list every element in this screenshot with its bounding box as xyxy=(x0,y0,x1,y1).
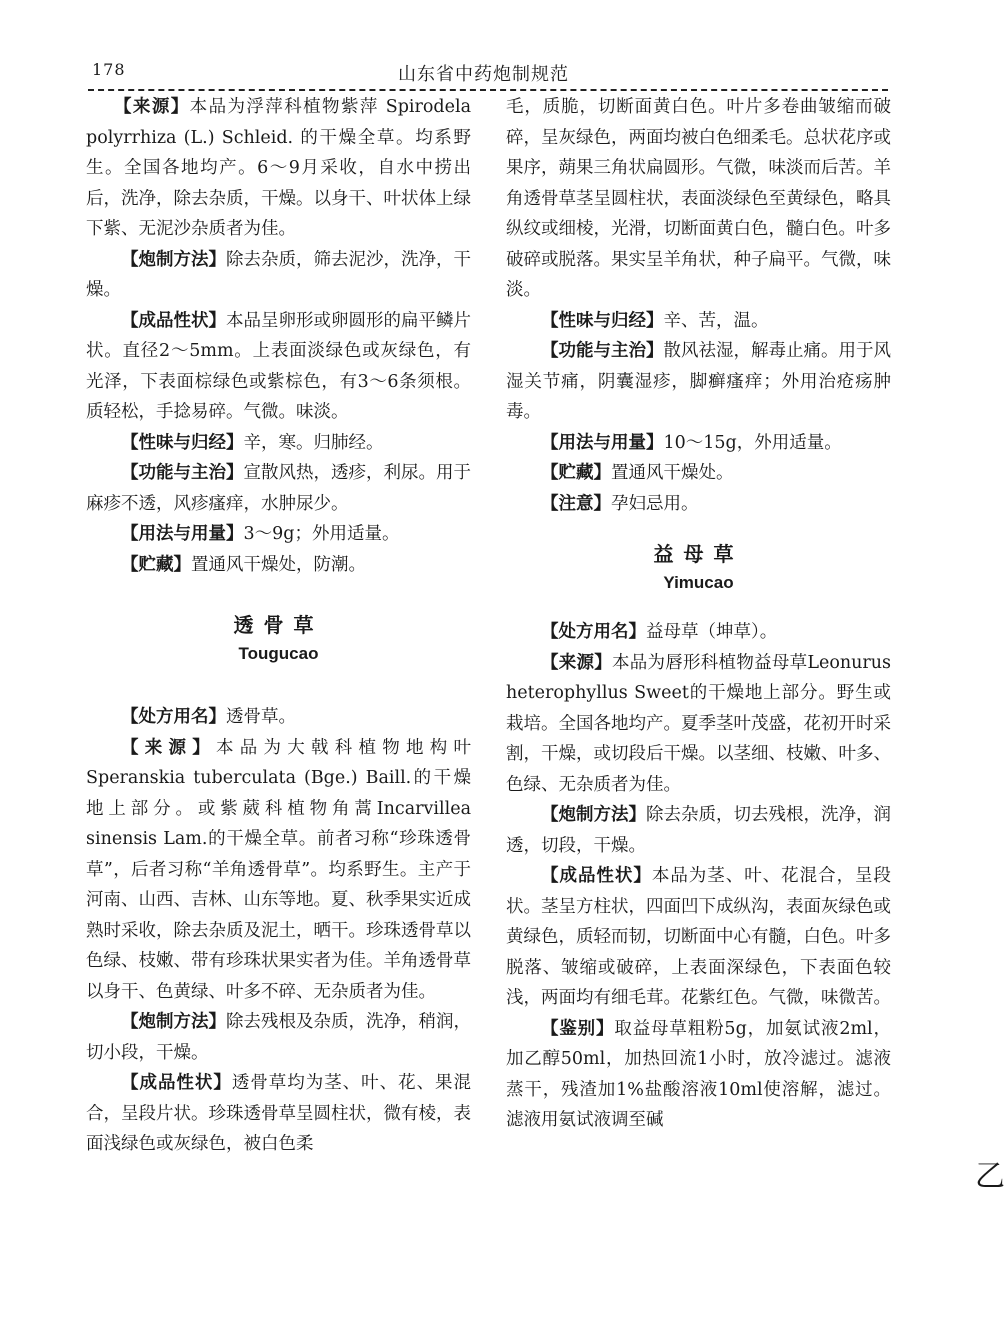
paragraph-prescription-name xyxy=(506,617,891,648)
paragraph-function xyxy=(506,336,891,428)
paragraph-storage xyxy=(86,550,471,581)
field-text: 辛，寒。归肺经。 xyxy=(243,432,384,453)
paragraph-continued: 毛，质脆，切断面黄白色。叶片多卷曲皱缩而破碎，呈灰绿色，两面均被白色细柔毛。总状花序或果序，蒴果三角状扁圆形。气微，味淡而后苦。羊角透骨草茎呈圆柱状，表面淡绿色至黄绿色，略具纵纹或细棱，光滑，切断面黄白色，髓白色。叶多破碎或脱落。果实呈羊角状，种子扁平。气微，味淡。 xyxy=(506,97,891,300)
paragraph-source xyxy=(86,92,471,245)
margin-mark: 乙 xyxy=(975,1159,1005,1194)
paragraph-caution xyxy=(506,489,891,520)
paragraph-function xyxy=(86,458,471,519)
field-text: 本品为茎、叶、花混合，呈段状。茎呈方柱状，四面凹下成纵沟，表面灰绿色或黄绿色，质轻而韧，切断面中心有髓，白色。叶多脱落、皱缩或破碎，上表面深绿色，下表面色较浅，两面均有细毛茸。花紫红色。气微，味微苦。 xyxy=(506,866,892,1008)
field-text: 10～15g，外用适量。 xyxy=(663,432,842,453)
paragraph-characteristics xyxy=(86,1068,471,1160)
paragraph-dosage xyxy=(86,519,471,550)
paragraph-nature-meridian xyxy=(86,428,471,459)
monograph-heading xyxy=(86,610,471,668)
field-label: 【炮制方法】 xyxy=(541,805,646,825)
field-label: 【来源】 xyxy=(114,97,190,117)
field-label: 【贮藏】 xyxy=(121,554,191,575)
field-text: 3～9g；外用适量。 xyxy=(243,524,400,544)
field-label: 【处方用名】 xyxy=(541,622,646,642)
field-text: 置通风干燥处。 xyxy=(611,463,734,483)
monograph-pinyin: Yimucao xyxy=(663,573,734,592)
field-label: 【鉴别】 xyxy=(541,1018,615,1039)
field-text: 散风祛湿，解毒止痛。用于风湿关节痛，阴囊湿疹，脚癣瘙痒；外用治疮疡肿毒。 xyxy=(506,341,891,422)
field-text: 本品为大戟科植物地构叶Speranskia tuberculata (Bge.) Baill.的干燥地上部分。或紫葳科植物角蒿Incarvillea sinensis Lam.的干燥全草。前者习称“珍珠透骨草”，后者习称“羊角透骨草”。均系野生。主产于河南、山西、吉林、山东等地。夏、秋季果实近成熟时采收，除去杂质及泥土，晒干。珍珠透骨草以色绿、枝嫩、带有珍珠状果实者为佳。羊角透骨草以身干、色黄绿、叶多不碎、无杂质者为佳。 xyxy=(86,737,471,1002)
paragraph-characteristics xyxy=(86,306,471,428)
field-label: 【炮制方法】 xyxy=(121,249,226,270)
page-number: 178 xyxy=(92,60,126,79)
paragraph-identification xyxy=(506,1014,891,1136)
field-text: 取益母草粗粉5g，加氨试液2ml，加乙醇50ml，加热回流1小时，放冷滤过。滤液蒸干，残渣加1%盐酸溶液10ml使溶解，滤过。滤液用氨试液调至碱 xyxy=(506,1018,891,1130)
paragraph-storage xyxy=(506,458,891,489)
monograph-title: 益母草 xyxy=(653,542,744,566)
paragraph-prescription-name xyxy=(86,702,471,733)
paragraph-processing xyxy=(506,800,891,861)
field-label: 【性味与归经】 xyxy=(121,432,244,453)
paragraph-dosage xyxy=(506,428,891,459)
field-label: 【性味与归经】 xyxy=(541,310,664,331)
field-label: 【功能与主治】 xyxy=(121,463,244,483)
field-label: 【成品性状】 xyxy=(121,310,226,331)
field-text: 置通风干燥处，防潮。 xyxy=(191,554,366,575)
running-title: 山东省中药炮制规范 xyxy=(398,64,569,85)
field-text: 除去残根及杂质，洗净，稍润，切小段，干燥。 xyxy=(86,1012,471,1063)
field-text: 辛、苦，温。 xyxy=(663,310,769,331)
field-text: 孕妇忌用。 xyxy=(611,493,699,514)
field-text: 除去杂质，切去残根，洗净，润透，切段，干燥。 xyxy=(506,805,891,856)
field-text: 益母草（坤草）。 xyxy=(646,622,778,642)
field-label: 【注意】 xyxy=(541,493,611,514)
field-text: 透骨草。 xyxy=(226,707,296,727)
field-label: 【用法与用量】 xyxy=(541,432,664,453)
header-divider xyxy=(88,89,888,91)
monograph-heading xyxy=(506,539,891,597)
paragraph-source xyxy=(506,648,891,801)
field-text: 透骨草均为茎、叶、花、果混合，呈段片状。珍珠透骨草呈圆柱状，微有棱，表面浅绿色或灰绿色，被白色柔 xyxy=(86,1073,472,1154)
paragraph-processing xyxy=(86,1007,471,1068)
paragraph-source xyxy=(86,733,471,1008)
field-text: 本品呈卵形或卵圆形的扁平鳞片状。直径2～5mm。上表面淡绿色或灰绿色，有光泽，下表面棕绿色或紫棕色，有3～6条须根。质轻松，手捻易碎。气微。味淡。 xyxy=(86,310,471,422)
monograph-pinyin: Tougucao xyxy=(238,644,319,663)
left-column xyxy=(86,92,471,1160)
field-label: 【成品性状】 xyxy=(121,1073,232,1093)
paragraph-nature-meridian xyxy=(506,306,891,337)
field-text: 除去杂质，筛去泥沙，洗净，干燥。 xyxy=(86,249,471,300)
field-label: 【成品性状】 xyxy=(541,866,652,886)
right-column xyxy=(506,92,891,1136)
field-label: 【贮藏】 xyxy=(541,463,611,483)
field-text: 宣散风热，透疹，利尿。用于麻疹不透，风疹瘙痒，水肿尿少。 xyxy=(86,463,471,514)
field-label: 【来源】 xyxy=(541,652,613,673)
paragraph-characteristics xyxy=(506,861,891,1014)
field-label: 【用法与用量】 xyxy=(121,524,244,544)
field-label: 【来源】 xyxy=(121,737,216,758)
field-label: 【处方用名】 xyxy=(121,707,226,727)
paragraph-processing xyxy=(86,245,471,306)
field-text: 本品为唇形科植物益母草Leonurus heterophyllus Sweet的干燥地上部分。野生或栽培。全国各地均产。夏季茎叶茂盛，花初开时采割，干燥，或切段后干燥。以茎细、枝嫩、叶多、色绿、无杂质者为佳。 xyxy=(506,652,892,795)
field-label: 【炮制方法】 xyxy=(121,1012,226,1032)
monograph-title: 透骨草 xyxy=(233,613,324,637)
field-text: 本品为浮萍科植物紫萍 Spirodela polyrrhiza (L.) Schleid. 的干燥全草。均系野生。全国各地均产。6～9月采收，自水中捞出后，洗净，除去杂质，干燥。以身干、叶状体上绿下紫、无泥沙杂质者为佳。 xyxy=(86,97,472,239)
field-label: 【功能与主治】 xyxy=(541,341,664,361)
